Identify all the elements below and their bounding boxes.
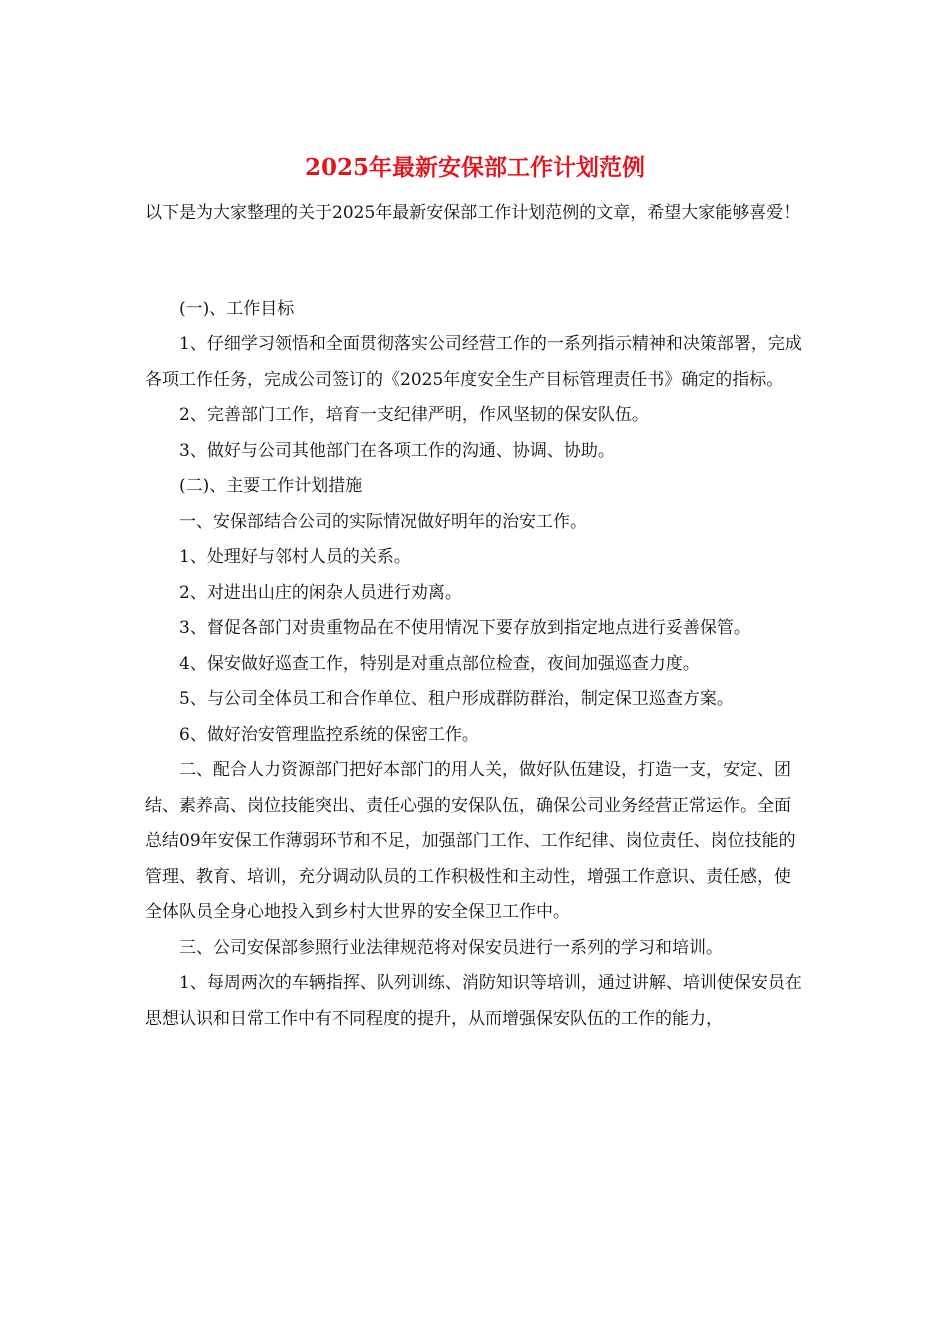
paragraph: 2、完善部门工作，培育一支纪律严明，作风坚韧的保安队伍。 [179,405,649,425]
paragraph: 1、处理好与邻村人员的关系。 [179,547,411,567]
intro-paragraph: 以下是为大家整理的关于2025年最新安保部工作计划范例的文章，希望大家能够喜爱！ [145,203,801,223]
paragraph: 3、做好与公司其他部门在各项工作的沟通、协调、协助。 [179,440,615,461]
paragraph: 1、每周两次的车辆指挥、队列训练、消防知识等培训，通过讲解、培训使保安员在思想认识和日常工作中有不同程度的提升，从而增强保安队伍的工作的能力， [145,973,802,1029]
paragraph: 二、配合人力资源部门把好本部门的用人关，做好队伍建设，打造一支，安定、团结、素养高、岗位技能突出、责任心强的安保队伍，确保公司业务经营正常运作。全面总结09年安保工作薄弱环节和不足，加强部门工作、工作纪律、岗位责任、岗位技能的管理、教育、培训，充分调动队员的工作积极性和主动性，增强工作意识、责任感，使全体队员全身心地投入到乡村大世界的安全保卫工作中。 [145,760,796,922]
paragraph: 5、与公司全体员工和合作单位、租户形成群防群治，制定保卫巡查方案。 [179,689,734,709]
paragraph: 2、对进出山庄的闲杂人员进行劝离。 [179,582,462,603]
section-heading: (二)、主要工作计划措施 [179,476,363,496]
blank-spacer [145,232,805,292]
paragraph: 三、公司安保部参照行业法律规范将对保安员进行一系列的学习和培训。 [179,937,723,958]
section-heading: (一)、工作目标 [179,298,295,319]
document-body [145,196,805,1037]
paragraph: 4、保安做好巡查工作，特别是对重点部位检查，夜间加强巡查力度。 [179,653,700,674]
paragraph: 一、安保部结合公司的实际情况做好明年的治安工作。 [179,511,587,532]
paragraph: 1、仔细学习领悟和全面贯彻落实公司经营工作的一系列指示精神和决策部署，完成各项工作任务，完成公司签订的《2025年度安全生产目标管理责任书》确定的指标。 [145,334,802,390]
document-title: 2025年最新安保部工作计划范例 [304,154,645,181]
paragraph: 3、督促各部门对贵重物品在不使用情况下要存放到指定地点进行妥善保管。 [179,618,751,638]
paragraph: 6、做好治安管理监控系统的保密工作。 [179,724,479,745]
